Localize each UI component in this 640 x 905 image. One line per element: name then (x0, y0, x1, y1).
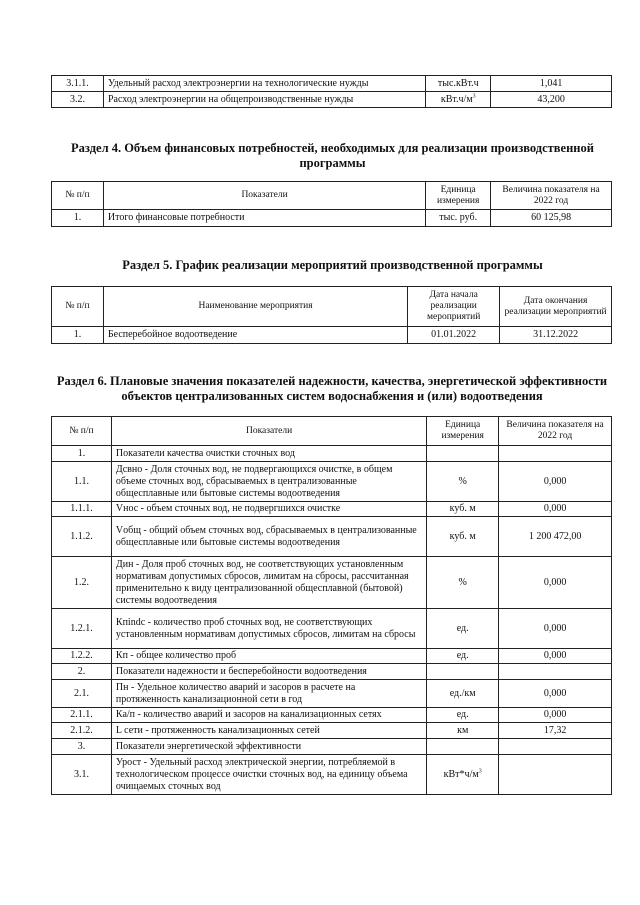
row-unit: ед. (427, 609, 499, 649)
table-row (52, 664, 612, 680)
row-unit (427, 664, 499, 680)
row-name: Ка/п - количество аварий и засоров на канализационных сетях (111, 708, 426, 723)
header-start-date: Дата начала реализации мероприятий (408, 287, 500, 327)
row-name: Удельный расход электроэнергии на технологические нужды (103, 76, 425, 92)
row-value (499, 446, 612, 462)
row-value: 0,000 (499, 557, 612, 609)
header-unit: Единица измерения (426, 182, 491, 210)
table-header-row (52, 182, 612, 210)
row-value: 0,000 (499, 462, 612, 502)
header-name: Показатели (111, 417, 426, 446)
row-value: 0,000 (499, 680, 612, 708)
row-unit: % (427, 462, 499, 502)
unit-superscript: 3 (472, 93, 476, 100)
row-name: Итого финансовые потребности (103, 210, 425, 227)
row-name: Кп - общее количество проб (111, 649, 426, 664)
header-value: Величина показателя на 2022 год (499, 417, 612, 446)
row-unit: % (427, 557, 499, 609)
row-number: 3.1. (52, 755, 112, 795)
table-row (52, 680, 612, 708)
row-number: 1. (52, 327, 104, 344)
row-unit (427, 739, 499, 755)
row-number: 3.2. (52, 92, 104, 108)
table-row (52, 446, 612, 462)
table-row (52, 92, 612, 108)
row-number: 1. (52, 446, 112, 462)
header-name: Наименование мероприятия (103, 287, 407, 327)
row-end-date: 31.12.2022 (500, 327, 612, 344)
row-unit: км (427, 723, 499, 739)
table-row (52, 557, 612, 609)
row-value: 43,200 (491, 92, 612, 108)
section-6-title: Раздел 6. Плановые значения показателей надежности, качества, энергетической эффективности объектов централизованных систем водоснабжения и (или) водоотведения (56, 374, 608, 403)
row-unit (426, 92, 491, 108)
row-unit (427, 446, 499, 462)
row-unit: тыс. руб. (426, 210, 491, 227)
row-name: Vобщ - общий объем сточных вод, сбрасываемых в централизованные общесплавные или бытовые системы водоотведения (111, 517, 426, 557)
table-header-row (52, 417, 612, 446)
header-end-date: Дата окончания реализации мероприятий (500, 287, 612, 327)
row-name: Бесперебойное водоотведение (103, 327, 407, 344)
row-name: Показатели надежности и бесперебойности водоотведения (111, 664, 426, 680)
row-number: 2.1.1. (52, 708, 112, 723)
row-value: 17,32 (499, 723, 612, 739)
section-4-title: Раздел 4. Объем финансовых потребностей, необходимых для реализации производственной программы (71, 141, 594, 170)
row-number: 3. (52, 739, 112, 755)
row-number: 2.1.2. (52, 723, 112, 739)
row-value: 60 125,98 (491, 210, 612, 227)
table-row (52, 76, 612, 92)
row-number: 3.1.1. (52, 76, 104, 92)
row-number: 1.1.2. (52, 517, 112, 557)
row-name: Показатели качества очистки сточных вод (111, 446, 426, 462)
header-value: Величина показателя на 2022 год (491, 182, 612, 210)
row-name: Vнос - объем сточных вод, не подвергшихся очистке (111, 502, 426, 517)
row-number: 2. (52, 664, 112, 680)
section-5-title: Раздел 5. График реализации мероприятий производственной программы (122, 258, 543, 272)
row-unit: ед./км (427, 680, 499, 708)
header-num: № п/п (52, 417, 112, 446)
row-value: 1 200 472,00 (499, 517, 612, 557)
row-name: Дин - Доля проб сточных вод, не соответствующих установленным нормативам допустимых сбросов, лимитам на сбросы, рассчитанная применительно к виду централизованной общесплавной (бытовой) системы водоотведения (111, 557, 426, 609)
row-number: 1.1. (52, 462, 112, 502)
row-name: L сети - протяженность канализационных сетей (111, 723, 426, 739)
row-value (499, 755, 612, 795)
table-row (52, 708, 612, 723)
unit-base: кВт*ч/м (443, 768, 479, 780)
table-row (52, 739, 612, 755)
row-number: 2.1. (52, 680, 112, 708)
row-unit: куб. м (427, 517, 499, 557)
row-start-date: 01.01.2022 (408, 327, 500, 344)
row-value (499, 664, 612, 680)
section-5-table (51, 286, 612, 344)
table-header-row (52, 287, 612, 327)
row-name: Кпindc - количество проб сточных вод, не соответствующих установленным нормативам допустимых сбросов, лимитам на сбросы (111, 609, 426, 649)
unit-base: кВт.ч/м (440, 93, 473, 105)
row-unit: тыс.кВт.ч (426, 76, 491, 92)
table-row (52, 462, 612, 502)
table-row (52, 649, 612, 664)
row-number: 1.2.1. (52, 609, 112, 649)
table-row (52, 755, 612, 795)
row-unit: ед. (427, 708, 499, 723)
section-4-table (51, 181, 612, 227)
row-name: Пн - Удельное количество аварий и засоров в расчете на протяженность канализационной сети в год (111, 680, 426, 708)
row-value: 0,000 (499, 609, 612, 649)
top-table (51, 75, 612, 108)
section-6-table (51, 416, 612, 795)
row-number: 1.1.1. (52, 502, 112, 517)
table-row (52, 327, 612, 344)
table-row (52, 609, 612, 649)
row-unit: куб. м (427, 502, 499, 517)
table-row (52, 517, 612, 557)
row-value: 0,000 (499, 708, 612, 723)
row-unit (427, 755, 499, 795)
row-number: 1. (52, 210, 104, 227)
header-name: Показатели (103, 182, 425, 210)
row-unit: ед. (427, 649, 499, 664)
row-number: 1.2.2. (52, 649, 112, 664)
row-name: Дсвно - Доля сточных вод, не подвергающихся очистке, в общем объеме сточных вод, сбрасываемых в централизованные общесплавные или бытовые системы водоотведения (111, 462, 426, 502)
header-num: № п/п (52, 287, 104, 327)
table-row (52, 502, 612, 517)
header-unit: Единица измерения (427, 417, 499, 446)
row-name: Показатели энергетической эффективности (111, 739, 426, 755)
row-value (499, 739, 612, 755)
row-number: 1.2. (52, 557, 112, 609)
row-value: 1,041 (491, 76, 612, 92)
row-name: Расход электроэнергии на общепроизводственные нужды (103, 92, 425, 108)
row-name: Урост - Удельный расход электрической энергии, потребляемой в технологическом процессе очистки сточных вод, на единицу объема очищаемых сточных вод (111, 755, 426, 795)
row-value: 0,000 (499, 502, 612, 517)
table-row (52, 723, 612, 739)
table-row (52, 210, 612, 227)
header-num: № п/п (52, 182, 104, 210)
row-value: 0,000 (499, 649, 612, 664)
unit-superscript: 3 (478, 768, 482, 775)
